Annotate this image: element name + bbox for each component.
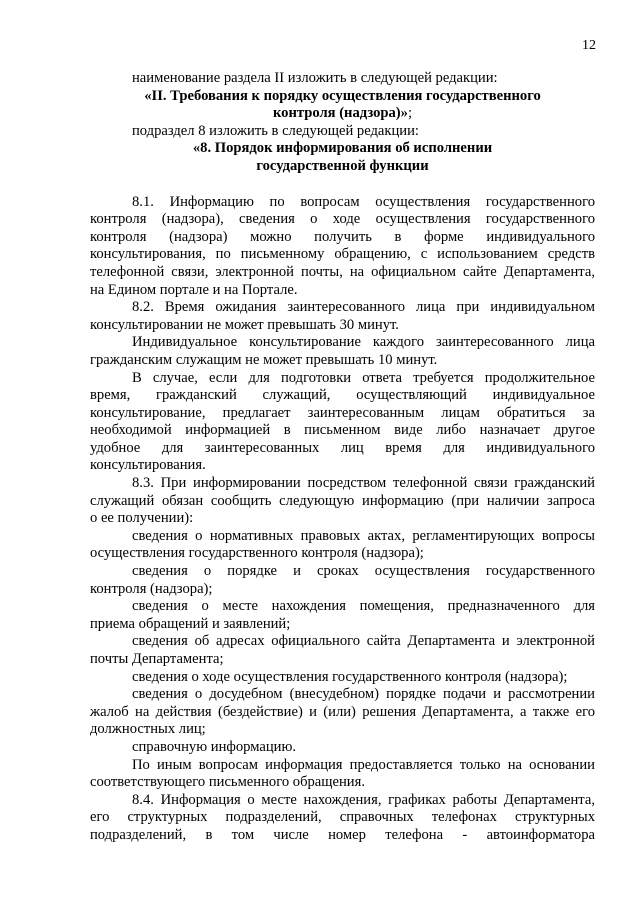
text-line: Индивидуальное консультирование каждого заинтересованного лица bbox=[132, 334, 595, 351]
text-line: 8.3. При информировании посредством телефонной связи гражданский bbox=[132, 475, 595, 492]
text-line: консультирование, предлагает заинтересованным лицам обратиться за bbox=[90, 404, 595, 421]
text-line: время, гражданский служащий, осуществляющий индивидуальное bbox=[90, 387, 595, 404]
text-line: телефонной связи, электронной почты, на официальном сайте Департамента, bbox=[90, 263, 595, 280]
intro-line: подраздел 8 изложить в следующей редакции: bbox=[132, 122, 419, 139]
text-line: консультировании не может превышать 30 минут. bbox=[90, 316, 399, 333]
intro-line: контроля (надзора)»; bbox=[272, 105, 413, 122]
text-line: удобное для заинтересованных лиц время для индивидуального bbox=[90, 439, 595, 456]
text-line: его структурных подразделений, справочных телефонах структурных bbox=[90, 809, 595, 826]
text-line: 8.4. Информация о месте нахождения, графиках работы Департамента, bbox=[132, 791, 595, 808]
text-line: 8.2. Время ожидания заинтересованного лица при индивидуальном bbox=[132, 299, 595, 316]
intro-line: «8. Порядок информирования об исполнении bbox=[192, 140, 493, 157]
text-line: сведения о месте нахождения помещения, предназначенного для bbox=[132, 598, 595, 615]
document-body bbox=[90, 70, 595, 845]
text-line: на Едином портале и на Портале. bbox=[90, 281, 298, 298]
text-line: необходимой информацией в письменном виде либо назначает другое bbox=[90, 422, 595, 439]
text-line: 8.1. Информацию по вопросам осуществления государственного bbox=[132, 193, 595, 210]
section-8-text bbox=[90, 194, 595, 845]
text-line: служащий обязан сообщить следующую информацию (при наличии запроса bbox=[90, 492, 595, 509]
text-line: справочную информацию. bbox=[132, 738, 297, 755]
text-line: По иным вопросам информация предоставляется только на основании bbox=[132, 756, 595, 773]
text-line: должностных лиц; bbox=[90, 721, 206, 738]
text-line: контроля (надзора), сведения о ходе осуществления государственного bbox=[90, 211, 595, 228]
text-line: консультирования, по письменному обращению, с использованием средств bbox=[90, 246, 595, 263]
text-line: контроля (надзора) можно получить в форме индивидуального bbox=[90, 228, 595, 245]
intro-line: наименование раздела II изложить в следующей редакции: bbox=[132, 70, 498, 86]
text-line: сведения о нормативных правовых актах, регламентирующих вопросы bbox=[132, 527, 595, 544]
text-line: сведения об адресах официального сайта Департамента и электронной bbox=[132, 633, 595, 650]
text-line: гражданским служащим не может превышать 10 минут. bbox=[90, 351, 438, 368]
paragraph-gap bbox=[90, 176, 595, 194]
text-line: о ее получении): bbox=[90, 510, 194, 527]
intro-line: «II. Требования к порядку осуществления государственного bbox=[144, 87, 541, 104]
text-line: соответствующего письменного обращения. bbox=[90, 774, 365, 791]
amendment-intro bbox=[90, 70, 595, 176]
text-line: В случае, если для подготовки ответа требуется продолжительное bbox=[132, 369, 595, 386]
text-line: жалоб на действия (бездействие) и (или) решения Департамента, а также его bbox=[90, 703, 595, 720]
intro-line: государственной функции bbox=[256, 157, 429, 174]
text-line: сведения о досудебном (внесудебном) порядке подачи и рассмотрении bbox=[132, 686, 595, 703]
text-line: осуществления государственного контроля (надзора); bbox=[90, 545, 424, 562]
page-number: 12 bbox=[582, 38, 596, 53]
text-line: контроля (надзора); bbox=[90, 580, 213, 597]
text-line: сведения о ходе осуществления государственного контроля (надзора); bbox=[132, 668, 568, 685]
text-line: приема обращений и заявлений; bbox=[90, 615, 291, 632]
text-line: почты Департамента; bbox=[90, 651, 224, 667]
text-line: консультирования. bbox=[90, 457, 206, 474]
text-line: сведения о порядке и сроках осуществления государственного bbox=[132, 563, 595, 580]
text-line: подразделений, в том числе номер телефона - автоинформатора bbox=[90, 826, 595, 843]
